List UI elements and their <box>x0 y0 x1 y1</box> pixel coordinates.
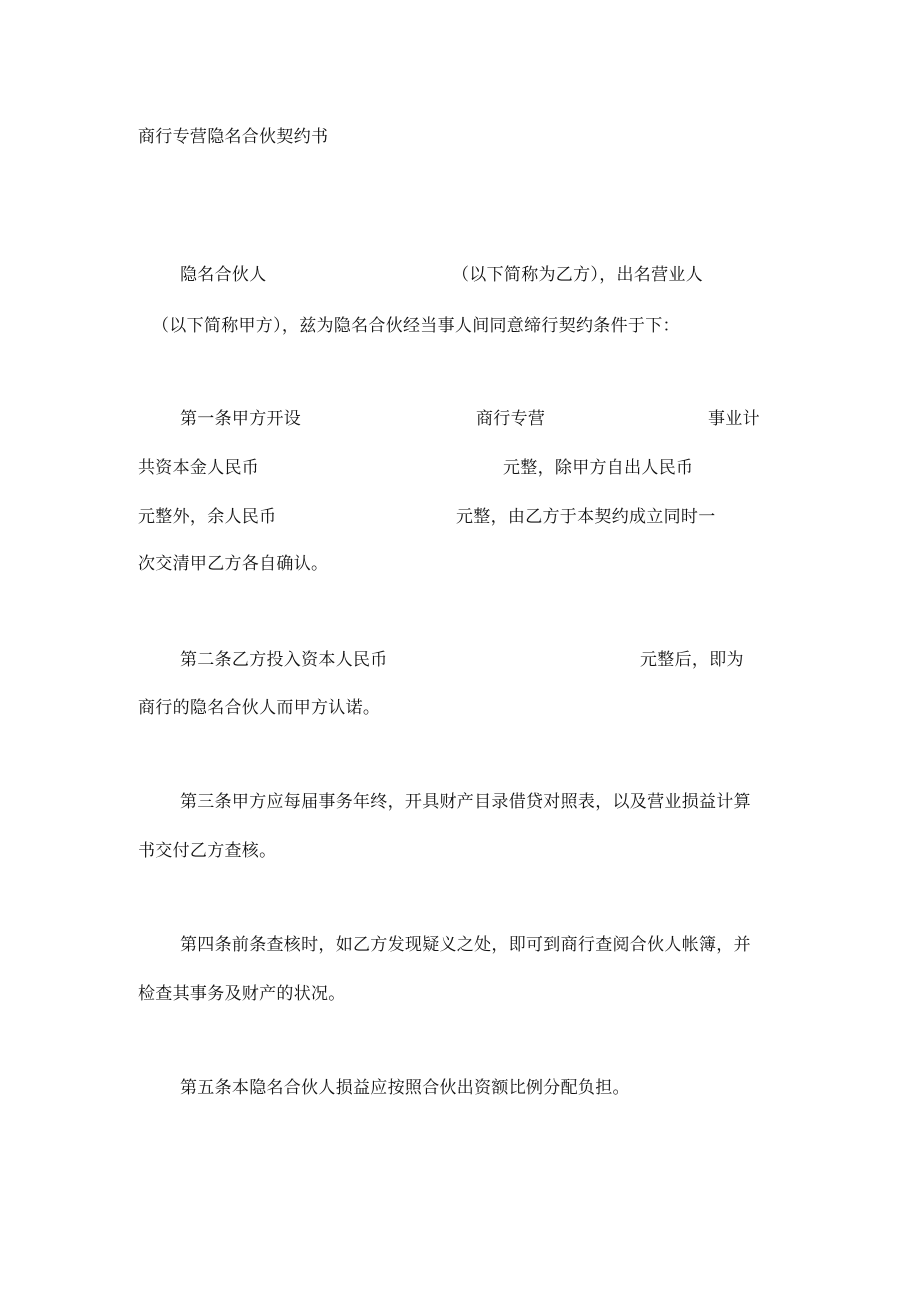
article1-line1-b: 商行专营 <box>476 409 546 429</box>
article3-line1: 第三条甲方应每届事务年终，开具财产目录借贷对照表，以及营业损益计算 <box>180 792 751 812</box>
article2-line2: 商行的隐名合伙人而甲方认诺。 <box>138 698 381 718</box>
article1-line2-a: 共资本金人民币 <box>138 458 260 478</box>
article1-line3-a: 元整外，余人民币 <box>138 507 277 527</box>
document-title: 商行专营隐名合伙契约书 <box>138 127 329 147</box>
article3-line2: 书交付乙方查核。 <box>138 841 277 861</box>
article1-line3-b: 元整，由乙方于本契约成立同时一 <box>456 507 716 527</box>
preamble-line1-a: 隐名合伙人 <box>180 265 267 285</box>
preamble-line1-b: （以下简称为乙方），出名营业人 <box>452 265 703 285</box>
article1-line2-b: 元整，除甲方自出人民币 <box>503 458 694 478</box>
article4-line2: 检查其事务及财产的状况。 <box>138 984 346 1004</box>
article2-line1-a: 第二条乙方投入资本人民币 <box>180 650 388 670</box>
article1-line4: 次交清甲乙方各自确认。 <box>138 554 329 574</box>
preamble-line2: （以下简称甲方），兹为隐名合伙经当事人间同意缔行契约条件于下： <box>152 316 680 336</box>
article2-line1-b: 元整后，即为 <box>640 650 744 670</box>
article1-line1-c: 事业计 <box>708 409 760 429</box>
article5-line1: 第五条本隐名合伙人损益应按照合伙出资额比例分配负担。 <box>180 1078 630 1098</box>
article1-line1-a: 第一条甲方开设 <box>180 409 302 429</box>
article4-line1: 第四条前条查核时，如乙方发现疑义之处，即可到商行查阅合伙人帐簿，并 <box>180 935 751 955</box>
